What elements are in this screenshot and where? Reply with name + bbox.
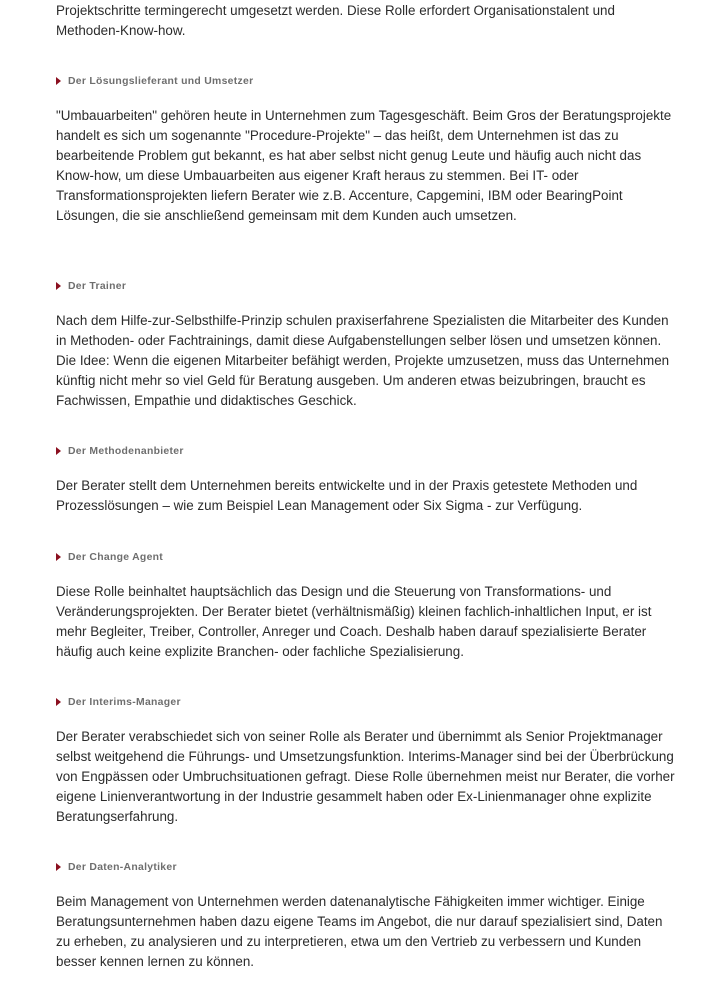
section-body: Der Berater verabschiedet sich von seiner Rolle als Berater und übernimmt als Senior Projektmanager selbst weitgehend die Führungs- und Umsetzungsfunktion. Interims-Manager sind bei der Überbrückung von Engpässen oder Umbruchsituationen gefragt. Diese Rolle übernehmen meist nur Berater, die vorher eigene Linienverantwortung in der Industrie gesammelt haben oder Ex-Linienmanager ohne explizite Beratungserfahrung.	[56, 729, 675, 824]
section-heading-text: Der Lösungslieferant und Umsetzer	[68, 75, 254, 87]
section-heading-text: Der Daten-Analytiker	[68, 861, 177, 873]
section-heading	[56, 550, 676, 564]
section-heading-text: Der Methodenanbieter	[68, 445, 184, 457]
section-interims-manager	[56, 695, 676, 827]
section-heading	[56, 279, 676, 293]
section-heading-text: Der Interims-Manager	[68, 696, 181, 708]
section-body: Der Berater stellt dem Unternehmen bereits entwickelte und in der Praxis getestete Methoden und Prozesslösungen – wie zum Beispiel Lean Management oder Six Sigma - zur Verfügung.	[56, 478, 638, 513]
section-trainer	[56, 279, 676, 411]
section-daten-analytiker	[56, 860, 676, 972]
triangle-bullet-icon	[56, 698, 61, 706]
triangle-bullet-icon	[56, 282, 61, 290]
section-heading	[56, 74, 676, 88]
section-methodenanbieter	[56, 444, 676, 516]
triangle-bullet-icon	[56, 77, 61, 85]
section-heading-text: Der Change Agent	[68, 551, 164, 563]
triangle-bullet-icon	[56, 863, 61, 871]
triangle-bullet-icon	[56, 447, 61, 455]
section-body: Beim Management von Unternehmen werden datenanalytische Fähigkeiten immer wichtiger. Einige Beratungsunternehmen haben dazu eigene Teams im Angebot, die nur darauf spezialisiert sind, Daten zu erheben, zu analysieren und zu interpretieren, etwa um den Vertrieb zu verbessern und Kunden besser kennen lernen zu können.	[56, 894, 663, 969]
section-heading	[56, 695, 676, 709]
section-body: Diese Rolle beinhaltet hauptsächlich das Design und die Steuerung von Transformations- und Veränderungsprojekten. Der Berater bietet (verhältnismäßig) kleinen fachlich-inhaltlichen Input, er ist mehr Begleiter, Treiber, Controller, Anreger und Coach. Deshalb haben darauf spezialisierte Berater häufig auch keine explizite Branchen- oder fachliche Spezialisierung.	[56, 584, 652, 659]
section-heading	[56, 444, 676, 458]
section-change-agent	[56, 550, 676, 662]
article-intro	[56, 0, 676, 41]
section-loesungslieferant	[56, 74, 676, 226]
section-heading	[56, 860, 676, 874]
section-body: Nach dem Hilfe-zur-Selbsthilfe-Prinzip schulen praxiserfahrene Spezialisten die Mitarbeiter des Kunden in Methoden- oder Fachtrainings, damit diese Aufgabenstellungen selber lösen und umsetzen können. Die Idee: Wenn die eigenen Mitarbeiter befähigt werden, Projekte umzusetzen, muss das Unternehmen künftig nicht mehr so viel Geld für Beratung ausgeben. Um anderen etwas beizubringen, braucht es Fachwissen, Empathie und didaktisches Geschick.	[56, 313, 670, 408]
triangle-bullet-icon	[56, 553, 61, 561]
section-heading-text: Der Trainer	[68, 280, 127, 292]
section-body: "Umbauarbeiten" gehören heute in Unternehmen zum Tagesgeschäft. Beim Gros der Beratungsprojekte handelt es sich um sogenannte "Procedure-Projekte" – das heißt, dem Unternehmen ist das zu bearbeitende Problem gut bekannt, es hat aber selbst nicht genug Leute und häufig auch nicht das Know-how, um diese Umbauarbeiten aus eigener Kraft heraus zu stemmen. Bei IT- oder Transformationsprojekten liefern Berater wie z.B. Accenture, Capgemini, IBM oder BearingPoint Lösungen, die sie anschließend gemeinsam mit dem Kunden auch umsetzen.	[56, 108, 672, 223]
intro-paragraph: Projektschritte termingerecht umgesetzt werden. Diese Rolle erfordert Organisationstalent und Methoden-Know-how.	[56, 3, 615, 38]
